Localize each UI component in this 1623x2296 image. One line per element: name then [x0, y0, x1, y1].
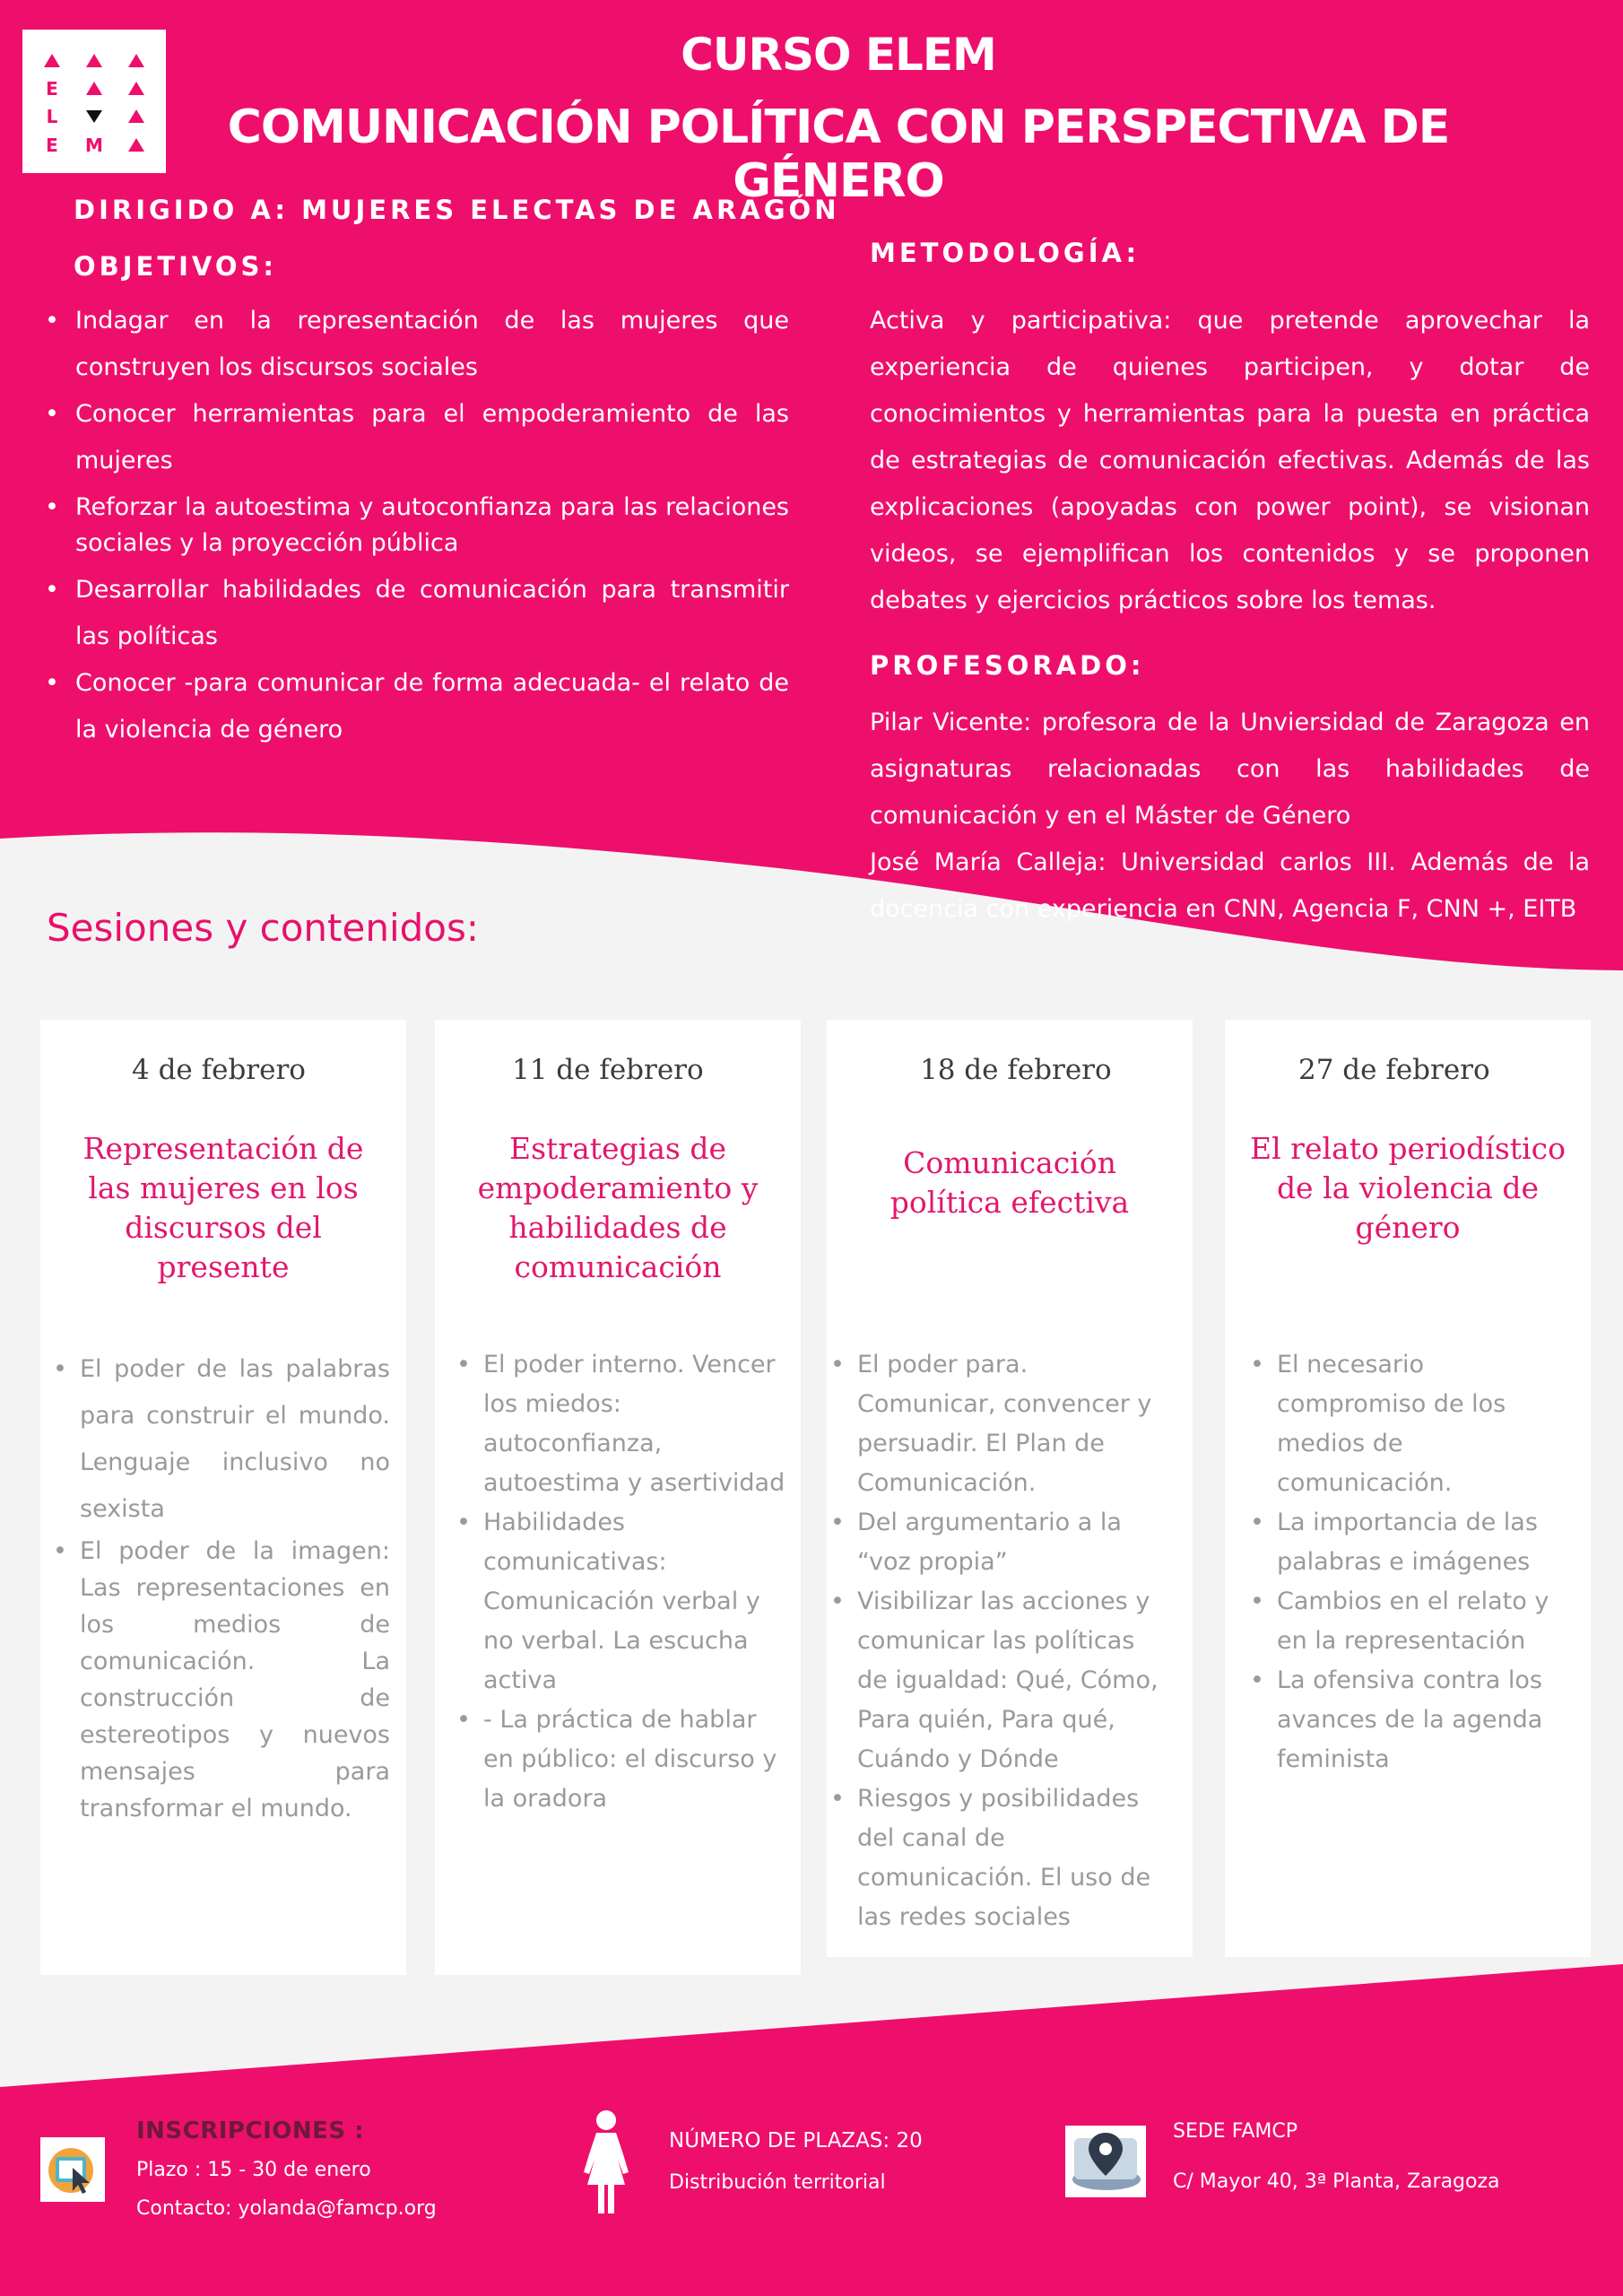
svg-text:E: E: [46, 78, 58, 100]
session-date: 4 de febrero: [132, 1054, 306, 1086]
session-card: [827, 1020, 1193, 1957]
session-title: Representación de las mujeres en los discursos del presente: [82, 1131, 364, 1284]
objective-item: • Indagar en la representación de las mujeres que construyen los discursos sociales: [45, 298, 789, 391]
session-topic: • Visibilizar las acciones y comunicar las políticas de igualdad: Qué, Cómo, Para quién, Para qué, Cuándo y Dónde: [827, 1582, 1167, 1779]
venue-heading: SEDE FAMCP: [1173, 2120, 1298, 2143]
objectives-heading: OBJETIVOS:: [74, 251, 277, 282]
elem-logo-icon: [22, 30, 166, 173]
sessions-heading: Sesiones y contenidos:: [47, 906, 480, 950]
seats-distribution: Distribución territorial: [669, 2171, 886, 2194]
session-topic: • Habilidades comunicativas: Comunicación verbal y no verbal. La escucha activa: [453, 1503, 794, 1700]
venue-address: C/ Mayor 40, 3ª Planta, Zaragoza: [1173, 2170, 1500, 2193]
methodology-heading: METODOLOGÍA:: [870, 238, 1141, 268]
signup-cursor-icon: [40, 2137, 105, 2202]
session-date: 18 de febrero: [920, 1054, 1112, 1086]
session-topic: • La ofensiva contra los avances de la agenda feminista: [1246, 1661, 1551, 1779]
course-title: CURSO ELEM: [681, 29, 996, 81]
signup-heading: INSCRIPCIONES :: [136, 2118, 365, 2144]
signup-deadline: Plazo : 15 - 30 de enero: [136, 2159, 371, 2181]
session-card: [435, 1020, 801, 1975]
session-topic: • Del argumentario a la “voz propia”: [827, 1503, 1167, 1582]
svg-text:M: M: [85, 135, 103, 156]
session-topics: [827, 1345, 1167, 1937]
session-date: 11 de febrero: [512, 1054, 704, 1086]
session-topic: • El poder interno. Vencer los miedos: autoconfianza, autoestima y asertividad: [453, 1345, 794, 1503]
session-title: Comunicación política efectiva: [890, 1145, 1130, 1220]
audience-heading: DIRIGIDO A: MUJERES ELECTAS DE ARAGÓN: [74, 195, 840, 225]
faculty-heading: PROFESORADO:: [870, 650, 1145, 681]
session-card: [40, 1020, 406, 1975]
svg-text:E: E: [46, 135, 58, 156]
objective-item: • Conocer -para comunicar de forma adecuada- el relato de la violencia de género: [45, 660, 789, 753]
seats-heading: NÚMERO DE PLAZAS: 20: [669, 2129, 923, 2152]
faculty-list: [870, 700, 1590, 933]
session-topics: [49, 1346, 390, 1827]
session-date: 27 de febrero: [1298, 1054, 1490, 1086]
svg-text:L: L: [46, 106, 58, 127]
session-title: Estrategias de empoderamiento y habilidades de comunicación: [477, 1131, 759, 1284]
session-topic: • El poder para. Comunicar, convencer y persuadir. El Plan de Comunicación.: [827, 1345, 1167, 1503]
session-topic: • Cambios en el relato y en la representación: [1246, 1582, 1551, 1661]
faculty-item: Pilar Vicente: profesora de la Unviersidad de Zaragoza en asignaturas relacionadas con las habilidades de comunicación y en el Máster de Género: [870, 709, 1590, 830]
objective-item: • Conocer herramientas para el empoderamiento de las mujeres: [45, 391, 789, 484]
session-topic: • El necesario compromiso de los medios de comunicación.: [1246, 1345, 1551, 1503]
signup-contact[interactable]: Contacto: yolanda@famcp.org: [136, 2197, 437, 2220]
location-pin-icon: [1065, 2126, 1146, 2197]
session-topic: • - La práctica de hablar en público: el discurso y la oradora: [453, 1700, 794, 1819]
faculty-item: José María Calleja: Universidad carlos III. Además de la docencia con experiencia en CNN, Agencia F, CNN +, EITB: [870, 848, 1590, 923]
session-topics: [453, 1345, 794, 1819]
woman-icon: [578, 2109, 634, 2215]
session-title: El relato periodístico de la violencia de género: [1250, 1131, 1566, 1245]
objectives-list: [45, 298, 789, 753]
session-topic: • Riesgos y posibilidades del canal de comunicación. El uso de las redes sociales: [827, 1779, 1167, 1937]
methodology-text: Activa y participativa: que pretende aprovechar la experiencia de quienes participen, y dotar de conocimientos y herramientas para la puesta en práctica de estrategias de comunicación efectivas. Además de las explicaciones (apoyadas con power point), se visionan videos, se ejemplifican los contenidos y se proponen debates y ejercicios prácticos sobre los temas.: [870, 307, 1590, 614]
objective-item: • Reforzar la autoestima y autoconfianza para las relaciones sociales y la proyección pública: [45, 490, 789, 561]
course-subtitle: COMUNICACIÓN POLÍTICA CON PERSPECTIVA DE GÉNERO: [227, 100, 1450, 208]
session-topic: • La importancia de las palabras e imágenes: [1246, 1503, 1551, 1582]
session-topic: • El poder de las palabras para construir el mundo. Lenguaje inclusivo no sexista: [49, 1346, 390, 1533]
session-card: [1225, 1020, 1591, 1957]
elem-logo: [22, 30, 166, 173]
objective-item: • Desarrollar habilidades de comunicación para transmitir las políticas: [45, 567, 789, 660]
session-topics: [1246, 1345, 1551, 1779]
session-topic: • El poder de la imagen: Las representaciones en los medios de comunicación. La construcción de estereotipos y nuevos mensajes para transformar el mundo.: [49, 1533, 390, 1827]
